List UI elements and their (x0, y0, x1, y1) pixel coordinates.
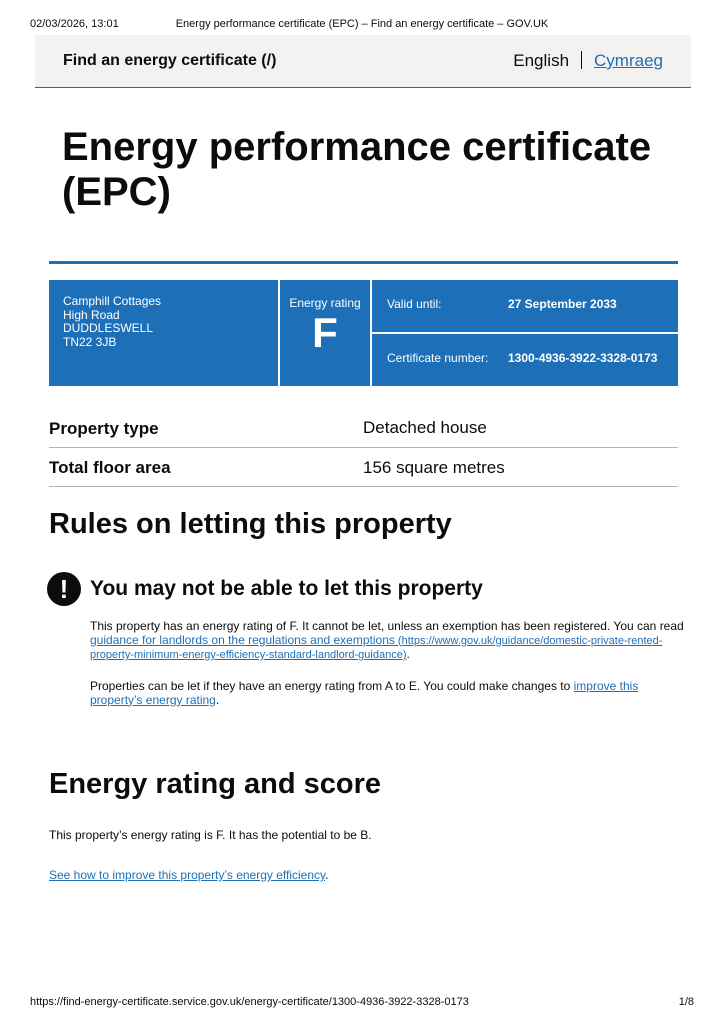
print-doc-title: Energy performance certificate (EPC) – Find an energy certificate – GOV.UK (175, 18, 549, 30)
warning-icon: ! (47, 572, 81, 606)
property-address (49, 280, 278, 386)
address-postcode: TN22 3JB (63, 334, 117, 349)
summary-key: Property type (49, 419, 159, 438)
energy-rating-label: Energy rating (289, 296, 361, 310)
certificate-number-label: Certificate number: (387, 351, 489, 365)
improve-efficiency-line (49, 868, 328, 882)
certificate-number-value: 1300-4936-3922-3328-0173 (508, 351, 658, 365)
language-switcher (513, 51, 663, 71)
epc-summary-box (49, 280, 678, 386)
improve-rating-link[interactable]: improve this property’s energy rating (90, 679, 639, 707)
summary-key: Total floor area (49, 458, 171, 477)
letting-paragraph (90, 620, 685, 663)
letting-rules-heading: Rules on letting this property (49, 508, 452, 540)
property-summary-list (49, 410, 678, 487)
language-cymraeg-link[interactable]: Cymraeg (594, 51, 663, 70)
print-date: 02/03/2026, 13:01 (30, 18, 119, 30)
landlord-guidance-link[interactable]: guidance for landlords on the regulations and exemptions (90, 632, 395, 647)
improve-efficiency-end: . (325, 868, 329, 882)
print-header (30, 18, 694, 32)
service-header (35, 35, 691, 88)
language-english: English (513, 51, 570, 70)
print-url: https://find-energy-certificate.service.gov.uk/energy-certificate/1300-4936-3922-3328-0173 (30, 996, 469, 1008)
valid-until-value: 27 September 2033 (508, 297, 617, 311)
section-divider (49, 261, 678, 264)
letting-text-end: . (215, 692, 220, 707)
valid-until-cell (372, 280, 678, 332)
service-root-link[interactable]: (/) (261, 52, 277, 69)
energy-rating-heading: Energy rating and score (49, 768, 381, 800)
warning-title: You may not be able to let this property (90, 577, 483, 600)
address-line: DUDDLESWELL (63, 321, 154, 335)
letting-text: This property has an energy rating of F. It cannot be let, unless an exemption has been registered. You can read (90, 619, 684, 633)
valid-until-label: Valid until: (387, 297, 442, 311)
energy-rating-text: This property’s energy rating is F. It has the potential to be B. (49, 828, 372, 842)
language-divider (581, 51, 582, 69)
page-title: Energy performance certificate (EPC) (62, 125, 652, 214)
summary-value: 156 square metres (363, 458, 505, 477)
print-page-number: 1/8 (678, 996, 694, 1008)
summary-value: Detached house (363, 418, 487, 437)
letting-paragraph (90, 680, 685, 707)
summary-row (49, 448, 678, 487)
energy-rating-letter: F (312, 309, 338, 356)
print-footer (30, 996, 694, 1008)
letting-text: Properties can be let if they have an energy rating from A to E. You could make changes to (90, 679, 574, 693)
landlord-guidance-url[interactable]: (https://www.gov.uk/guidance/domestic-private-rented-property-minimum-energy-efficiency-standard-landlord-guidance) (90, 634, 663, 661)
energy-rating-cell (280, 280, 370, 386)
service-name (63, 52, 276, 70)
service-name-link[interactable]: Find an energy certificate (63, 52, 257, 69)
address-line: Camphill Cottages (63, 294, 162, 308)
certificate-number-cell (372, 334, 678, 386)
address-line: High Road (63, 307, 120, 322)
summary-row (49, 410, 678, 448)
improve-efficiency-link[interactable]: See how to improve this property’s energy efficiency (49, 868, 326, 882)
letting-text-end: . (406, 647, 410, 661)
